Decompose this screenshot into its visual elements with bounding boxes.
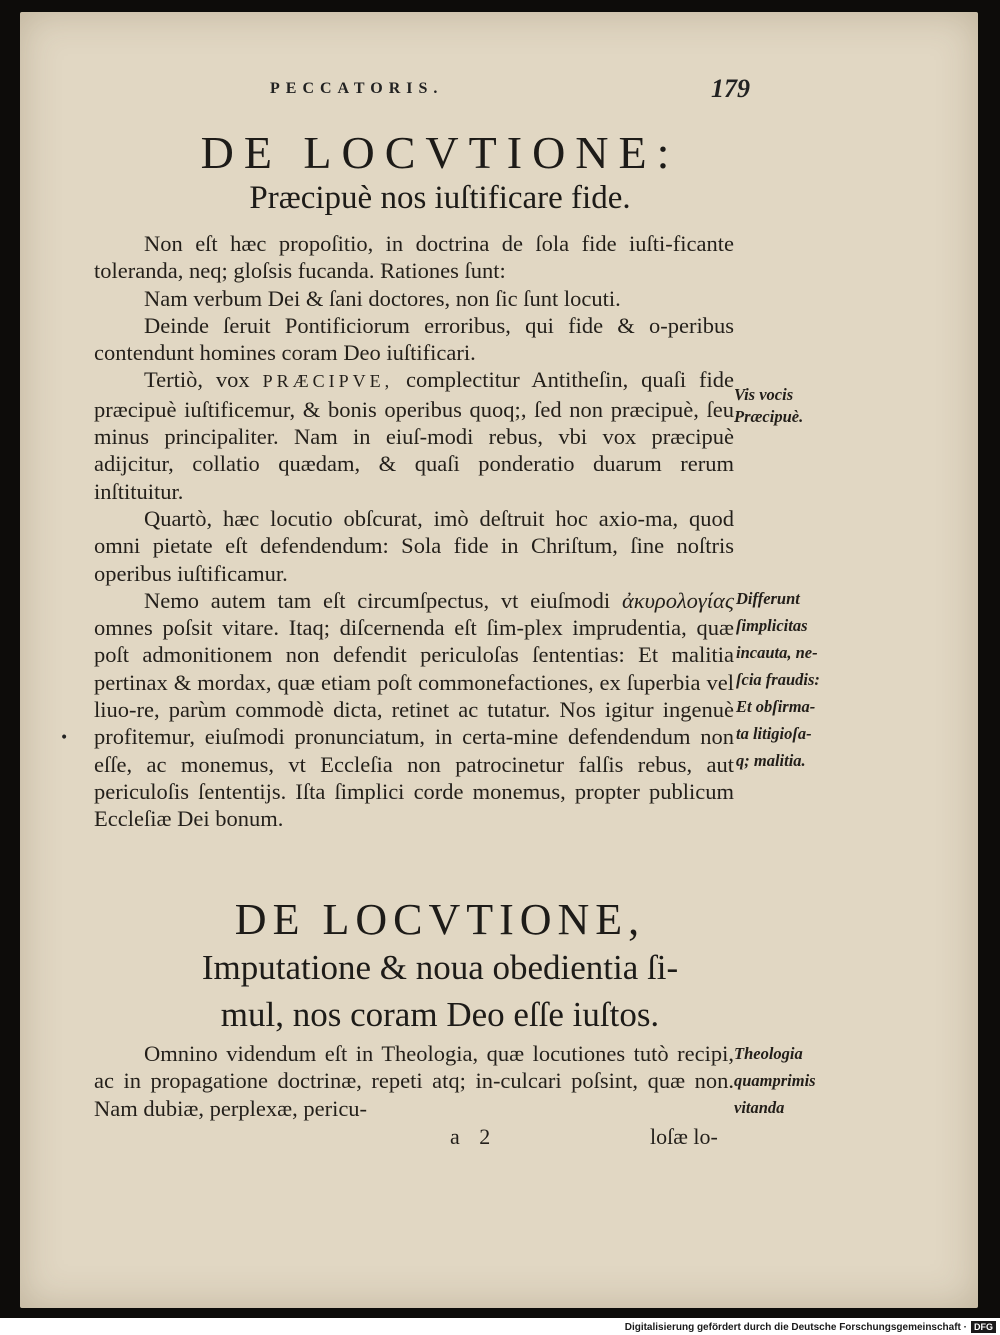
- margin-note-3-line: quamprimis: [734, 1071, 816, 1090]
- p6-text-b: omnes poſsit vitare. Itaq; diſcernenda eſt ſim-plex imprudentia, quæ poſt admonitionem non defendit periculoſas ſententias: Et malitia pertinax & mordax, quæ etiam poſt commonefactiones, ex ſuperbia vel liuo-re, parùm commodè dicta, retinet ac tutatur. Nos igitur ingenuè profitemur, eiuſmodi pronunciatum, in certa-mine defendendum non eſſe, ac monemus, vt Eccleſia non patrocinetur falſis rebus, aut periculoſis ſententijs. Iſta ſimplici corde monemus, propter publicum Eccleſiæ Dei bonum.: [94, 615, 734, 832]
- margin-mark: •: [60, 730, 69, 746]
- margin-note-1-line: Præcipuè.: [734, 407, 804, 426]
- margin-note-2-line: ta litigioſa-: [736, 724, 812, 743]
- footer-credit: Digitalisierung gefördert durch die Deutsche Forschungsgemeinschaft ·: [624, 1321, 967, 1333]
- margin-note-3-line: Theologia: [734, 1044, 803, 1063]
- margin-note-2: [736, 585, 820, 774]
- margin-note-2-line: incauta, ne-: [736, 643, 818, 662]
- p4-small-caps: PRÆCIPVE,: [262, 371, 394, 392]
- margin-note-2-line: ſimplicitas: [736, 616, 808, 635]
- section1-body: [94, 230, 734, 833]
- p6-greek-word: ἀκυρολογίας: [621, 587, 734, 613]
- section1-heading: DE LOCVTIONE:: [200, 127, 680, 178]
- margin-note-2-line: Et obſirma-: [736, 697, 816, 716]
- running-head-title: PECCATORIS.: [270, 80, 444, 97]
- section2-subheading-line: Imputatione & noua obedientia ſi-: [201, 948, 679, 987]
- paragraph-4: [94, 366, 734, 504]
- section2-heading: DE LOCVTIONE,: [234, 895, 646, 944]
- catchword: loſæ lo-: [650, 1124, 718, 1149]
- margin-note-2-line: Differunt: [736, 589, 800, 608]
- p4-text-b: complectitur Antitheſin, quaſi fide præcipuè iuſtificemur, & bonis operibus quoq;, ſed non præcipuè, ſeu minus principaliter. Nam in eiuſ-modi rebus, vbi vox præcipuè adijcitur, collatio quædam, & quaſi ponderatio duarum rerum inſtituitur.: [94, 367, 734, 504]
- paragraph-6: [94, 587, 734, 833]
- section2-subheading-line: mul, nos coram Deo eſſe iuſtos.: [220, 995, 660, 1034]
- catchline: [450, 1124, 750, 1150]
- margin-note-2-line: q; malitia.: [736, 751, 806, 770]
- section2-paragraph: Omnino videndum eſt in Theologia, quæ locutiones tutò recipi, ac in propagatione doctrinæ, repeti atq; in-culcari poſsint, quæ non. Nam dubiæ, perplexæ, pericu-: [94, 1041, 734, 1121]
- running-head: [270, 74, 750, 103]
- digitization-footer: [600, 1319, 996, 1335]
- margin-note-1: [734, 384, 803, 428]
- p4-text-a: Tertiò, vox: [144, 367, 263, 393]
- margin-note-3: [734, 1040, 816, 1121]
- margin-note-3-line: vitanda: [734, 1098, 785, 1117]
- signature-mark: a 2: [450, 1124, 491, 1149]
- p6-text-a: Nemo autem tam eſt circumſpectus, vt eiuſmodi: [144, 587, 622, 613]
- paragraph-1: Non eſt hæc propoſitio, in doctrina de ſola fide iuſti-ficante toleranda, neq; gloſsis fucanda. Rationes ſunt:: [94, 231, 734, 284]
- dfg-logo: DFG: [971, 1321, 996, 1333]
- section2-subheading: [100, 944, 780, 1038]
- paragraph-3: Deinde ſeruit Pontificiorum erroribus, qui fide & o-peribus contendunt homines coram Deo iuſtificari.: [94, 312, 734, 366]
- paragraph-5: Quartò, hæc locutio obſcurat, imò deſtruit hoc axio-ma, quod omni pietate eſt defendendum: Sola fide in Chriſtum, ſine noſtris operibus iuſtificamur.: [94, 505, 734, 586]
- paragraph-2: Nam verbum Dei & ſani doctores, non ſic ſunt locuti.: [144, 285, 621, 311]
- margin-note-2-line: ſcia fraudis:: [736, 670, 820, 689]
- section2-body: [94, 1040, 734, 1122]
- margin-note-1-line: Vis vocis: [734, 385, 794, 404]
- page-number: 179: [711, 74, 750, 103]
- section1-subheading: Præcipuè nos iuſtificare fide.: [249, 180, 631, 216]
